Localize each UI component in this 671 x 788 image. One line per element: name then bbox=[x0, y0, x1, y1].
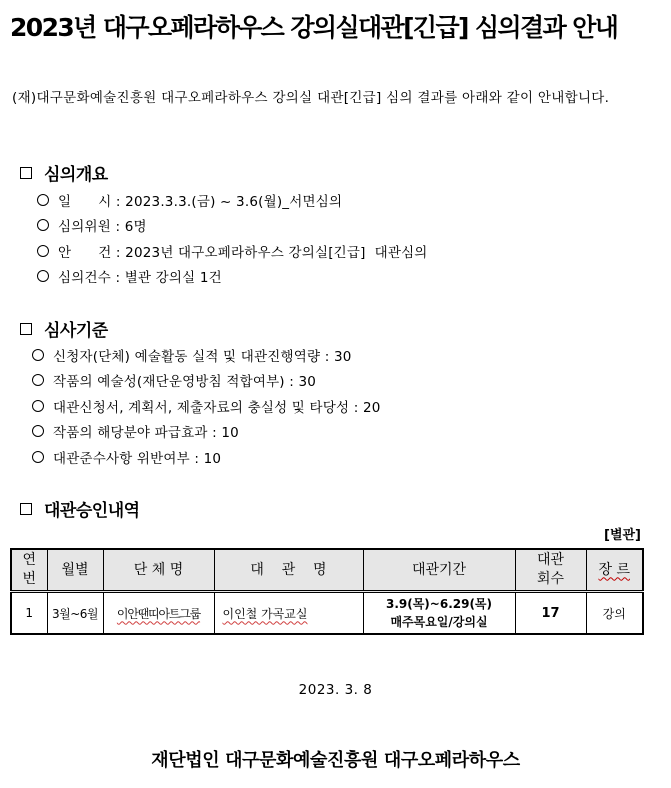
circle-bullet-icon bbox=[32, 374, 44, 386]
list-item: 심의위원 : 6명 bbox=[37, 213, 428, 239]
list-item: 안 건 : 2023년 대구오페라하우스 강의실[긴급] 대관심의 bbox=[37, 238, 428, 264]
column-header-count: 대관 회수 bbox=[515, 549, 586, 592]
circle-bullet-icon bbox=[32, 349, 44, 361]
cell-no: 1 bbox=[11, 592, 47, 635]
column-header-rental-name: 대 관 명 bbox=[214, 549, 363, 592]
column-header-genre: 장 르 bbox=[586, 549, 643, 592]
section-heading-label: 심사기준 bbox=[44, 321, 108, 341]
circle-bullet-icon bbox=[32, 400, 44, 412]
table-row bbox=[11, 592, 643, 635]
square-bullet-icon bbox=[20, 167, 32, 179]
section-heading-criteria bbox=[20, 316, 108, 341]
list-item: 심의건수 : 별관 강의실 1건 bbox=[37, 264, 428, 290]
section-heading-approval bbox=[20, 496, 140, 521]
list-item: 작품의 예술성(재단운영방침 적합여부) : 30 bbox=[32, 368, 381, 394]
intro-text: (재)대구문화예술진흥원 대구오페라하우스 강의실 대관[긴급] 심의 결과를 아래와 같이 안내합니다. bbox=[12, 90, 610, 106]
circle-bullet-icon bbox=[32, 425, 44, 437]
section-heading-review-overview bbox=[20, 160, 108, 185]
cell-rental-name: 이인철 가곡교실 bbox=[214, 592, 363, 635]
list-item: 작품의 해당분야 파급효과 : 10 bbox=[32, 419, 381, 445]
page-title: 2023년 대구오페라하우스 강의실대관[긴급] 심의결과 안내 bbox=[10, 13, 618, 42]
circle-bullet-icon bbox=[37, 194, 49, 206]
organization-name: 재단법인 대구문화예술진흥원 대구오페라하우스 bbox=[151, 750, 520, 771]
list-item: 신청자(단체) 예술활동 실적 및 대관진행역량 : 30 bbox=[32, 342, 381, 368]
list-item: 대관신청서, 계획서, 제출자료의 충실성 및 타당성 : 20 bbox=[32, 393, 381, 419]
column-header-group: 단 체 명 bbox=[103, 549, 214, 592]
table-header-row bbox=[11, 549, 643, 592]
circle-bullet-icon bbox=[37, 245, 49, 257]
section-heading-label: 심의개요 bbox=[44, 165, 108, 185]
criteria-list bbox=[32, 342, 381, 470]
cell-genre: 강의 bbox=[586, 592, 643, 635]
section-heading-label: 대관승인내역 bbox=[44, 501, 140, 521]
circle-bullet-icon bbox=[37, 270, 49, 282]
list-item: 대관준수사항 위반여부 : 10 bbox=[32, 444, 381, 470]
cell-month: 3월~6월 bbox=[47, 592, 103, 635]
review-overview-list bbox=[37, 187, 428, 289]
square-bullet-icon bbox=[20, 323, 32, 335]
cell-period: 3.9(목)~6.29(목) 매주목요일/강의실 bbox=[363, 592, 515, 635]
circle-bullet-icon bbox=[32, 451, 44, 463]
cell-count: 17 bbox=[515, 592, 586, 635]
list-item: 일 시 : 2023.3.3.(금) ~ 3.6(월)_서면심의 bbox=[37, 187, 428, 213]
column-header-no: 연 번 bbox=[11, 549, 47, 592]
column-header-month: 월별 bbox=[47, 549, 103, 592]
approval-table bbox=[10, 548, 644, 635]
appendix-label: [별관] bbox=[604, 528, 641, 543]
column-header-period: 대관기간 bbox=[363, 549, 515, 592]
document-date: 2023. 3. 8 bbox=[298, 682, 373, 698]
cell-group: 이안땐띠아트그룹 bbox=[103, 592, 214, 635]
square-bullet-icon bbox=[20, 503, 32, 515]
circle-bullet-icon bbox=[37, 219, 49, 231]
